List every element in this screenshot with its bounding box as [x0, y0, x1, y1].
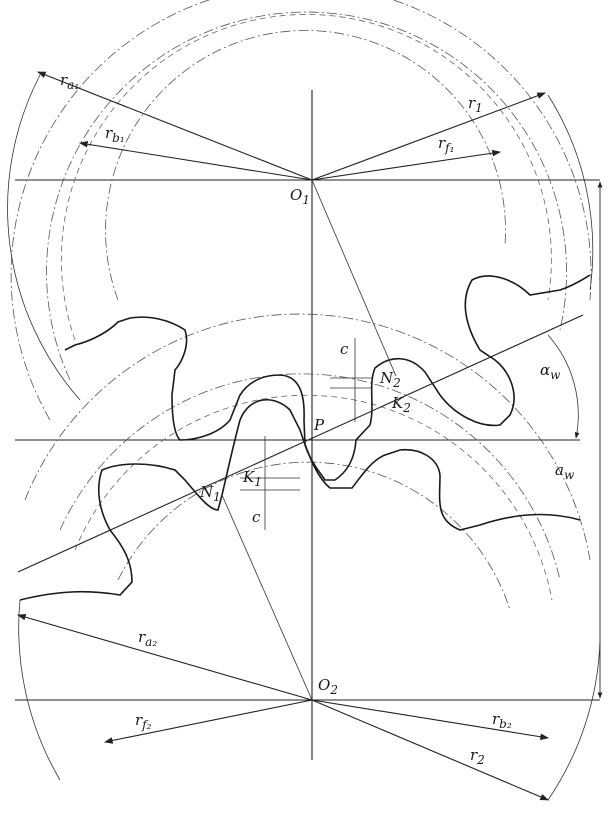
gear2-tooth-profile — [20, 400, 580, 600]
gear2-root-circle — [118, 462, 510, 610]
r1-line — [312, 93, 545, 180]
o1-n2-line — [312, 180, 396, 376]
ra2-label: $r_{a_2}$ — [138, 628, 158, 649]
gear1-root-circle — [106, 30, 506, 300]
n1-label: $N_1$ — [200, 483, 221, 504]
k2-label: $K_2$ — [392, 394, 411, 415]
ra2-line — [18, 615, 312, 700]
gear1-rim-right — [548, 95, 593, 290]
pitch-point-label: P — [314, 416, 325, 434]
clearance-bottom-label: c — [252, 508, 261, 526]
rb1-line — [80, 143, 312, 180]
alpha-w-arc — [548, 335, 578, 438]
center1-label: $O_1$ — [290, 186, 310, 207]
rb1-label: $r_{b_1}$ — [105, 124, 125, 145]
rb2-label: $r_{b_2}$ — [492, 710, 512, 731]
gear2-pitch-circle — [60, 374, 560, 580]
gear1-addendum-circle — [11, 0, 591, 420]
line-of-action — [18, 315, 583, 572]
alpha-w-label: $\alpha_w$ — [540, 361, 561, 382]
rf1-line — [312, 152, 500, 180]
r2-label: $r_2$ — [470, 746, 485, 767]
gear1-rim — [8, 75, 80, 400]
center2-label: $O_2$ — [318, 676, 338, 697]
gear2-rim — [19, 600, 60, 780]
rf1-label: $r_{f_1}$ — [438, 134, 455, 155]
o2-n1-line — [222, 495, 312, 700]
aw-label: $a_w$ — [555, 461, 575, 482]
rb2-line — [312, 700, 548, 738]
gear2-rim-right — [548, 640, 600, 800]
r2-line — [312, 700, 548, 800]
clearance-top-label: c — [340, 340, 349, 358]
r1-label: $r_1$ — [468, 94, 483, 115]
ra1-label: $r_{a_1}$ — [60, 71, 80, 92]
rf2-label: $r_{f_2}$ — [135, 711, 152, 732]
gear1-tooth-profile — [65, 275, 590, 480]
k1-label: $K_1$ — [243, 468, 262, 489]
n2-label: $N_2$ — [380, 369, 401, 390]
